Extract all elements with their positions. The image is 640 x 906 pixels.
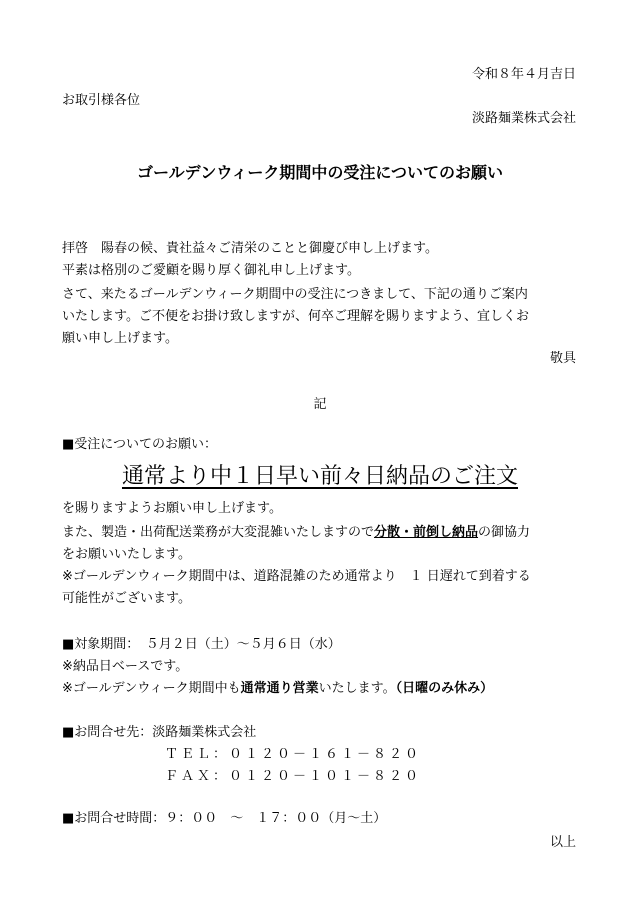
request-line-4: ※ゴールデンウィーク期間中は、道路混雑のため通常より １ 日遅れて到着する: [62, 569, 531, 584]
request-line-2-emphasis: 分散・前倒し納品: [374, 525, 479, 540]
sender: 淡路麺業株式会社: [471, 111, 576, 126]
contact-fax: ＦＡＸ：０１２０－１０１－８２０: [165, 769, 422, 784]
hours-line: ■お問合せ時間：９：００ ～ １７：００（月～土）: [62, 811, 387, 826]
contact-heading: ■お問合せ先：淡路麺業株式会社: [62, 725, 257, 740]
recipient: お取引様各位: [62, 93, 141, 108]
period-note-2-pre: ※ゴールデンウィーク期間中も: [62, 681, 241, 696]
page-title: ゴールデンウィーク期間中の受注についてのお願い: [136, 163, 504, 182]
contact-tel: ＴＥＬ：０１２０－１６１－８２０: [165, 747, 422, 762]
request-line-3: をお願いいたします。: [62, 547, 191, 562]
period-note-2-mid: いたします。: [318, 681, 396, 696]
period-note-1: ※納品日ベースです。: [62, 659, 189, 674]
end-ijo: 以上: [549, 835, 576, 850]
request-line-2: [62, 522, 578, 544]
greeting-line-2: 平素は格別のご愛顧を賜り厚く御礼申し上げます。: [62, 263, 360, 278]
period-note-2-emphasis: 通常通り営業: [240, 681, 319, 696]
date: 令和８年４月吉日: [471, 67, 576, 82]
period-note-2-paren: （日曜のみ休み）: [395, 681, 494, 696]
request-headline: 通常より中１日早い前々日納品のご注文: [121, 464, 518, 489]
period-heading: ■対象期間： ５月２日（土）～５月６日（水）: [62, 637, 341, 652]
request-line-2-post: の御協力: [478, 525, 531, 540]
ki-marker: 記: [313, 397, 327, 412]
greeting-line-4: いたします。ご不便をお掛け致しますが、何卒ご理解を賜りますよう、宜しくお: [62, 309, 529, 324]
closing-keigu: 敬具: [549, 351, 576, 366]
request-line-5: 可能性がございます。: [62, 591, 191, 606]
greeting-line-3: さて、来たるゴールデンウィーク期間中の受注につきまして、下記の通りご案内: [62, 287, 528, 302]
request-line-1: を賜りますようお願い申し上げます。: [62, 501, 282, 516]
greeting-line-5: 願い申し上げます。: [62, 331, 178, 346]
period-note-2: [62, 678, 578, 700]
greeting-line-1: 拝啓 陽春の候、貴社益々ご清栄のことと御慶び申し上げます。: [62, 241, 438, 256]
request-heading: ■受注についてのお願い：: [62, 437, 218, 452]
request-line-2-pre: また、製造・出荷配送業務が大変混雑いたしますので: [62, 525, 375, 540]
